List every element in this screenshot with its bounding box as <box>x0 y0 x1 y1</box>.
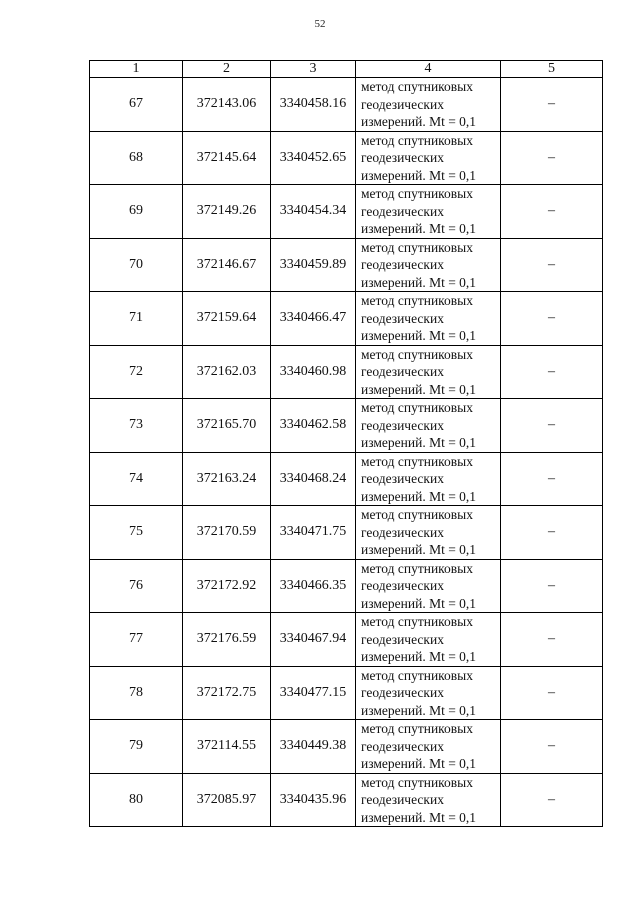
table-header <box>90 61 603 78</box>
note-cell: – <box>501 773 603 827</box>
method-line: измерений. Mt = 0,1 <box>361 435 477 450</box>
method-line: метод спутниковых <box>361 186 473 201</box>
note-cell: – <box>501 185 603 239</box>
method-line: геодезических <box>361 310 444 326</box>
point-number-cell: 76 <box>90 559 183 613</box>
header-col-2: 2 <box>183 61 271 78</box>
method-line: метод спутниковых <box>361 667 473 683</box>
y-coordinate-cell: 3340435.96 <box>271 773 356 827</box>
page-number: 52 <box>314 18 326 30</box>
x-coordinate-cell: 372146.67 <box>183 238 271 292</box>
method-cell <box>356 613 501 667</box>
method-line: измерений. Mt = 0,1 <box>361 595 477 611</box>
method-line: измерений. Mt = 0,1 <box>361 114 477 129</box>
point-number-cell: 75 <box>90 506 183 560</box>
method-cell <box>356 292 501 346</box>
note-cell: – <box>501 345 603 399</box>
method-line: геодезических <box>361 471 444 486</box>
table-row <box>90 559 603 613</box>
table-row <box>90 292 603 346</box>
y-coordinate-cell: 3340468.24 <box>271 452 356 506</box>
point-number-cell: 71 <box>90 292 183 346</box>
method-line: метод спутниковых <box>361 132 473 148</box>
x-coordinate-cell: 372085.97 <box>183 773 271 827</box>
table-row <box>90 666 603 720</box>
method-line: геодезических <box>361 364 444 379</box>
point-number-cell: 78 <box>90 666 183 720</box>
y-coordinate-cell: 3340449.38 <box>271 720 356 774</box>
method-line: геодезических <box>361 203 444 219</box>
note-cell: – <box>501 238 603 292</box>
y-coordinate-cell: 3340471.75 <box>271 506 356 560</box>
y-coordinate-cell: 3340462.58 <box>271 399 356 453</box>
table-row <box>90 613 603 667</box>
method-cell <box>356 78 501 132</box>
point-number-cell: 72 <box>90 345 183 399</box>
method-line: измерений. Mt = 0,1 <box>361 274 477 290</box>
method-cell <box>356 720 501 774</box>
header-col-5: 5 <box>501 61 603 78</box>
table-body <box>90 78 603 827</box>
method-line: измерений. Mt = 0,1 <box>361 649 477 664</box>
note-cell: – <box>501 559 603 613</box>
method-cell <box>356 238 501 292</box>
method-line: геодезических <box>361 417 444 433</box>
note-cell: – <box>501 720 603 774</box>
y-coordinate-cell: 3340477.15 <box>271 666 356 720</box>
method-line: метод спутниковых <box>361 614 473 629</box>
method-cell <box>356 559 501 613</box>
method-line: метод спутниковых <box>361 79 473 94</box>
y-coordinate-cell: 3340452.65 <box>271 131 356 185</box>
point-number-cell: 80 <box>90 773 183 827</box>
method-line: метод спутниковых <box>361 293 473 308</box>
point-number-cell: 74 <box>90 452 183 506</box>
x-coordinate-cell: 372172.92 <box>183 559 271 613</box>
point-number-cell: 68 <box>90 131 183 185</box>
method-cell <box>356 131 501 185</box>
table-row <box>90 238 603 292</box>
x-coordinate-cell: 372176.59 <box>183 613 271 667</box>
method-line: измерений. Mt = 0,1 <box>361 221 477 236</box>
point-number-cell: 67 <box>90 78 183 132</box>
method-line: метод спутниковых <box>361 400 473 415</box>
method-line: геодезических <box>361 257 444 272</box>
x-coordinate-cell: 372170.59 <box>183 506 271 560</box>
method-line: измерений. Mt = 0,1 <box>361 702 477 718</box>
table-row <box>90 720 603 774</box>
y-coordinate-cell: 3340454.34 <box>271 185 356 239</box>
method-line: геодезических <box>361 96 444 112</box>
method-line: геодезических <box>361 578 444 593</box>
header-col-3: 3 <box>271 61 356 78</box>
note-cell: – <box>501 292 603 346</box>
method-line: измерений. Mt = 0,1 <box>361 809 477 825</box>
note-cell: – <box>501 613 603 667</box>
y-coordinate-cell: 3340466.35 <box>271 559 356 613</box>
x-coordinate-cell: 372143.06 <box>183 78 271 132</box>
table-row <box>90 773 603 827</box>
y-coordinate-cell: 3340459.89 <box>271 238 356 292</box>
point-number-cell: 79 <box>90 720 183 774</box>
point-number-cell: 77 <box>90 613 183 667</box>
note-cell: – <box>501 131 603 185</box>
method-cell <box>356 452 501 506</box>
method-line: измерений. Mt = 0,1 <box>361 488 477 504</box>
method-cell <box>356 399 501 453</box>
note-cell: – <box>501 666 603 720</box>
table-row <box>90 78 603 132</box>
method-line: геодезических <box>361 792 444 807</box>
method-line: метод спутниковых <box>361 721 473 736</box>
table-row <box>90 345 603 399</box>
method-line: геодезических <box>361 738 444 754</box>
method-cell <box>356 506 501 560</box>
y-coordinate-cell: 3340466.47 <box>271 292 356 346</box>
method-cell <box>356 185 501 239</box>
method-line: метод спутниковых <box>361 239 473 255</box>
method-line: метод спутниковых <box>361 774 473 790</box>
header-row <box>90 61 603 78</box>
x-coordinate-cell: 372172.75 <box>183 666 271 720</box>
note-cell: – <box>501 78 603 132</box>
method-cell <box>356 666 501 720</box>
table-row <box>90 185 603 239</box>
note-cell: – <box>501 452 603 506</box>
header-col-4: 4 <box>356 61 501 78</box>
table-row <box>90 131 603 185</box>
method-line: геодезических <box>361 524 444 540</box>
method-line: метод спутниковых <box>361 507 473 522</box>
method-cell <box>356 345 501 399</box>
header-col-1: 1 <box>90 61 183 78</box>
table-row <box>90 399 603 453</box>
method-line: геодезических <box>361 631 444 647</box>
method-line: измерений. Mt = 0,1 <box>361 167 477 183</box>
point-number-cell: 70 <box>90 238 183 292</box>
method-line: метод спутниковых <box>361 560 473 576</box>
table-row <box>90 506 603 560</box>
x-coordinate-cell: 372145.64 <box>183 131 271 185</box>
x-coordinate-cell: 372149.26 <box>183 185 271 239</box>
note-cell: – <box>501 399 603 453</box>
method-line: геодезических <box>361 150 444 165</box>
method-line: метод спутниковых <box>361 453 473 469</box>
point-number-cell: 73 <box>90 399 183 453</box>
y-coordinate-cell: 3340467.94 <box>271 613 356 667</box>
method-line: измерений. Mt = 0,1 <box>361 756 477 771</box>
x-coordinate-cell: 372162.03 <box>183 345 271 399</box>
x-coordinate-cell: 372159.64 <box>183 292 271 346</box>
point-number-cell: 69 <box>90 185 183 239</box>
y-coordinate-cell: 3340458.16 <box>271 78 356 132</box>
table-row <box>90 452 603 506</box>
x-coordinate-cell: 372114.55 <box>183 720 271 774</box>
y-coordinate-cell: 3340460.98 <box>271 345 356 399</box>
method-line: измерений. Mt = 0,1 <box>361 542 477 557</box>
method-line: метод спутниковых <box>361 346 473 362</box>
x-coordinate-cell: 372163.24 <box>183 452 271 506</box>
coordinates-table <box>89 60 603 827</box>
method-line: геодезических <box>361 685 444 700</box>
method-line: измерений. Mt = 0,1 <box>361 328 477 343</box>
x-coordinate-cell: 372165.70 <box>183 399 271 453</box>
note-cell: – <box>501 506 603 560</box>
method-cell <box>356 773 501 827</box>
method-line: измерений. Mt = 0,1 <box>361 381 477 397</box>
